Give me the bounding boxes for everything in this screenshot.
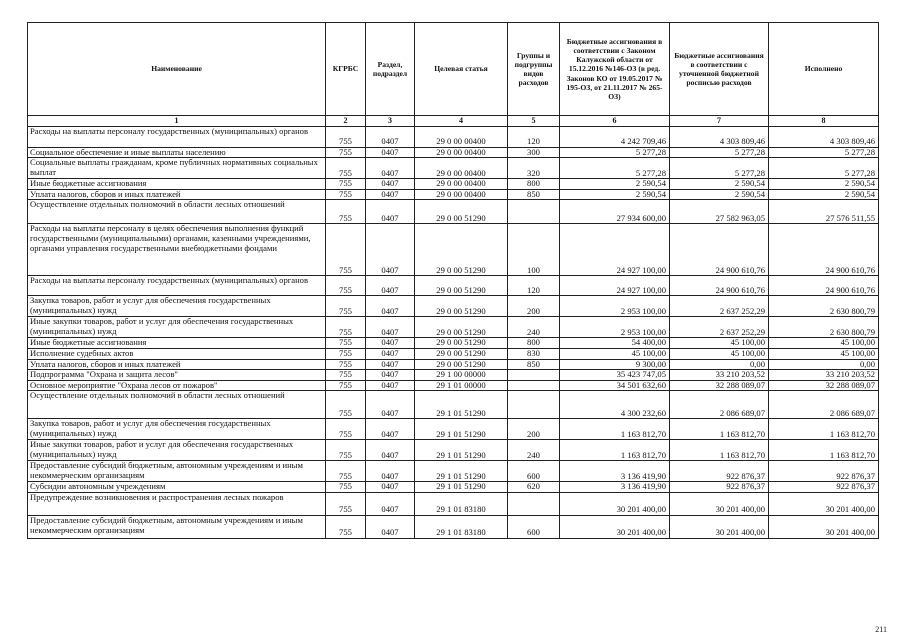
- cell-executed: 30 201 400,00: [769, 515, 879, 538]
- cell-refined: 0,00: [670, 359, 769, 370]
- table-row: [28, 370, 879, 381]
- cell-refined: 2 086 689,07: [670, 391, 769, 419]
- cell-executed: 0,00: [769, 359, 879, 370]
- cell-group: 850: [508, 359, 560, 370]
- cell-refined: 2 590,54: [670, 189, 769, 200]
- cell-name: Уплата налогов, сборов и иных платежей: [28, 359, 326, 370]
- cell-group: [508, 380, 560, 391]
- cell-approved: 3 136 419,90: [560, 482, 670, 493]
- cell-approved: 24 927 100,00: [560, 276, 670, 296]
- table-row: [28, 380, 879, 391]
- cell-article: 29 1 01 00000: [415, 380, 508, 391]
- cell-group: 320: [508, 158, 560, 179]
- cell-refined: 24 900 610,76: [670, 224, 769, 276]
- cell-refined: 45 100,00: [670, 348, 769, 359]
- cell-article: 29 0 00 51290: [415, 296, 508, 317]
- table-row: [28, 224, 879, 276]
- table-row: [28, 419, 879, 440]
- cell-article: 29 0 00 51290: [415, 359, 508, 370]
- table-row: [28, 492, 879, 515]
- table-row: [28, 200, 879, 224]
- budget-table: [27, 22, 879, 539]
- cell-section: 0407: [366, 224, 415, 276]
- cell-refined: 45 100,00: [670, 338, 769, 349]
- cell-executed: 2 590,54: [769, 179, 879, 190]
- cell-refined: 1 163 812,70: [670, 440, 769, 461]
- table-row: [28, 482, 879, 493]
- cell-group: 200: [508, 296, 560, 317]
- page-number: 211: [875, 625, 887, 634]
- cell-section: 0407: [366, 200, 415, 224]
- cell-executed: 2 590,54: [769, 189, 879, 200]
- cell-executed: 30 201 400,00: [769, 492, 879, 515]
- cell-refined: 5 277,28: [670, 147, 769, 158]
- header-approved: Бюджетные ассигнования в соответствии с Законом Калужской области от 15.12.2016 №146-ОЗ (в ред. Законов КО от 19.05.2017 № 195-ОЗ, от 21.11.2017 № 265-ОЗ): [560, 23, 670, 116]
- cell-group: 120: [508, 126, 560, 147]
- cell-approved: 35 423 747,05: [560, 370, 670, 381]
- cell-kgrbs: 755: [326, 391, 366, 419]
- cell-refined: 30 201 400,00: [670, 492, 769, 515]
- cell-approved: 4 242 709,46: [560, 126, 670, 147]
- cell-refined: 30 201 400,00: [670, 515, 769, 538]
- cell-article: 29 0 00 00400: [415, 179, 508, 190]
- cell-name: Предоставление субсидий бюджетным, автономным учреждениям и иным некоммерческим организациям: [28, 515, 326, 538]
- cell-article: 29 1 01 51290: [415, 440, 508, 461]
- cell-article: 29 1 01 83180: [415, 492, 508, 515]
- cell-kgrbs: 755: [326, 276, 366, 296]
- cell-name: Закупка товаров, работ и услуг для обеспечения государственных (муниципальных) нужд: [28, 296, 326, 317]
- cell-kgrbs: 755: [326, 380, 366, 391]
- cell-group: 240: [508, 440, 560, 461]
- cell-approved: 2 590,54: [560, 179, 670, 190]
- cell-section: 0407: [366, 370, 415, 381]
- cell-executed: 922 876,37: [769, 482, 879, 493]
- cell-executed: 27 576 511,55: [769, 200, 879, 224]
- cell-kgrbs: 755: [326, 224, 366, 276]
- table-row: [28, 461, 879, 482]
- cell-executed: 5 277,28: [769, 147, 879, 158]
- cell-name: Расходы на выплаты персоналу в целях обеспечения выполнения функций государственными (муниципальными) органами, казенными учреждениями, органами управления государственными внебюджетными фондами: [28, 224, 326, 276]
- cell-group: 100: [508, 224, 560, 276]
- table-row: [28, 296, 879, 317]
- cell-approved: 1 163 812,70: [560, 440, 670, 461]
- cell-kgrbs: 755: [326, 338, 366, 349]
- header-executed: Исполнено: [769, 23, 879, 116]
- cell-group: 800: [508, 179, 560, 190]
- cell-group: 620: [508, 482, 560, 493]
- cell-article: 29 0 00 51290: [415, 276, 508, 296]
- cell-refined: 24 900 610,76: [670, 276, 769, 296]
- cell-executed: 32 288 089,07: [769, 380, 879, 391]
- table-row: [28, 348, 879, 359]
- cell-group: 850: [508, 189, 560, 200]
- cell-section: 0407: [366, 419, 415, 440]
- cell-executed: 1 163 812,70: [769, 440, 879, 461]
- cell-name: Иные бюджетные ассигнования: [28, 338, 326, 349]
- cell-approved: 2 590,54: [560, 189, 670, 200]
- cell-article: 29 0 00 51290: [415, 224, 508, 276]
- column-number: 6: [560, 116, 670, 127]
- table-row: [28, 276, 879, 296]
- cell-kgrbs: 755: [326, 179, 366, 190]
- cell-section: 0407: [366, 189, 415, 200]
- cell-group: [508, 200, 560, 224]
- cell-kgrbs: 755: [326, 419, 366, 440]
- cell-article: 29 1 01 51290: [415, 391, 508, 419]
- cell-kgrbs: 755: [326, 189, 366, 200]
- cell-section: 0407: [366, 391, 415, 419]
- cell-group: 300: [508, 147, 560, 158]
- cell-group: 120: [508, 276, 560, 296]
- table-row: [28, 147, 879, 158]
- cell-kgrbs: 755: [326, 440, 366, 461]
- cell-executed: 2 630 800,79: [769, 296, 879, 317]
- header-groups: Группы и подгруппы видов расходов: [508, 23, 560, 116]
- table-row: [28, 158, 879, 179]
- cell-refined: 5 277,28: [670, 158, 769, 179]
- cell-name: Субсидии автономным учреждениям: [28, 482, 326, 493]
- cell-kgrbs: 755: [326, 370, 366, 381]
- cell-refined: 2 637 252,29: [670, 317, 769, 338]
- cell-executed: 33 210 203,52: [769, 370, 879, 381]
- cell-approved: 45 100,00: [560, 348, 670, 359]
- cell-kgrbs: 755: [326, 482, 366, 493]
- cell-kgrbs: 755: [326, 359, 366, 370]
- cell-approved: 34 501 632,60: [560, 380, 670, 391]
- cell-group: 600: [508, 461, 560, 482]
- cell-article: 29 0 00 00400: [415, 189, 508, 200]
- cell-section: 0407: [366, 147, 415, 158]
- cell-section: 0407: [366, 296, 415, 317]
- column-number: 4: [415, 116, 508, 127]
- cell-name: Расходы на выплаты персоналу государственных (муниципальных) органов: [28, 126, 326, 147]
- table-row: [28, 126, 879, 147]
- table-row: [28, 189, 879, 200]
- header-refined: Бюджетные ассигнования в соответствии с уточненной бюджетной росписью расходов: [670, 23, 769, 116]
- cell-name: Основное мероприятие "Охрана лесов от пожаров": [28, 380, 326, 391]
- cell-kgrbs: 755: [326, 147, 366, 158]
- cell-section: 0407: [366, 515, 415, 538]
- cell-refined: 2 637 252,29: [670, 296, 769, 317]
- cell-section: 0407: [366, 380, 415, 391]
- cell-section: 0407: [366, 482, 415, 493]
- cell-approved: 5 277,28: [560, 158, 670, 179]
- cell-name: Исполнение судебных актов: [28, 348, 326, 359]
- cell-name: Иные закупки товаров, работ и услуг для обеспечения государственных (муниципальных) нужд: [28, 317, 326, 338]
- cell-name: Предупреждение возникновения и распространения лесных пожаров: [28, 492, 326, 515]
- cell-name: Иные бюджетные ассигнования: [28, 179, 326, 190]
- cell-group: 600: [508, 515, 560, 538]
- cell-group: [508, 492, 560, 515]
- cell-section: 0407: [366, 338, 415, 349]
- cell-executed: 45 100,00: [769, 348, 879, 359]
- cell-article: 29 1 00 00000: [415, 370, 508, 381]
- cell-executed: 45 100,00: [769, 338, 879, 349]
- cell-executed: 2 086 689,07: [769, 391, 879, 419]
- cell-executed: 922 876,37: [769, 461, 879, 482]
- header-row: [28, 23, 879, 116]
- table-row: [28, 359, 879, 370]
- column-number: 5: [508, 116, 560, 127]
- cell-executed: 24 900 610,76: [769, 276, 879, 296]
- cell-section: 0407: [366, 276, 415, 296]
- cell-executed: 24 900 610,76: [769, 224, 879, 276]
- cell-section: 0407: [366, 440, 415, 461]
- cell-refined: 33 210 203,52: [670, 370, 769, 381]
- table-row: [28, 440, 879, 461]
- header-kgrbs: КГРБС: [326, 23, 366, 116]
- table-row: [28, 338, 879, 349]
- cell-kgrbs: 755: [326, 348, 366, 359]
- cell-article: 29 0 00 51290: [415, 338, 508, 349]
- cell-article: 29 0 00 51290: [415, 348, 508, 359]
- cell-group: [508, 370, 560, 381]
- cell-name: Социальное обеспечение и иные выплаты населению: [28, 147, 326, 158]
- cell-approved: 30 201 400,00: [560, 492, 670, 515]
- cell-article: 29 0 00 51290: [415, 317, 508, 338]
- cell-name: Уплата налогов, сборов и иных платежей: [28, 189, 326, 200]
- cell-name: Осуществление отдельных полномочий в области лесных отношений: [28, 200, 326, 224]
- cell-kgrbs: 755: [326, 158, 366, 179]
- cell-refined: 27 582 963,05: [670, 200, 769, 224]
- cell-approved: 4 300 232,60: [560, 391, 670, 419]
- cell-kgrbs: 755: [326, 317, 366, 338]
- cell-kgrbs: 755: [326, 126, 366, 147]
- cell-approved: 3 136 419,90: [560, 461, 670, 482]
- column-number: 3: [366, 116, 415, 127]
- cell-name: Осуществление отдельных полномочий в области лесных отношений: [28, 391, 326, 419]
- cell-approved: 27 934 600,00: [560, 200, 670, 224]
- column-number-row: [28, 116, 879, 127]
- cell-approved: 30 201 400,00: [560, 515, 670, 538]
- table-row: [28, 391, 879, 419]
- cell-name: Подпрограмма "Охрана и защита лесов": [28, 370, 326, 381]
- cell-executed: 5 277,28: [769, 158, 879, 179]
- cell-refined: 2 590,54: [670, 179, 769, 190]
- cell-name: Предоставление субсидий бюджетным, автономным учреждениям и иным некоммерческим организациям: [28, 461, 326, 482]
- cell-name: Социальные выплаты гражданам, кроме публичных нормативных социальных выплат: [28, 158, 326, 179]
- table-row: [28, 179, 879, 190]
- cell-kgrbs: 755: [326, 515, 366, 538]
- cell-section: 0407: [366, 126, 415, 147]
- cell-executed: 2 630 800,79: [769, 317, 879, 338]
- cell-executed: 4 303 809,46: [769, 126, 879, 147]
- cell-refined: 4 303 809,46: [670, 126, 769, 147]
- cell-section: 0407: [366, 348, 415, 359]
- cell-kgrbs: 755: [326, 461, 366, 482]
- column-number: 8: [769, 116, 879, 127]
- header-section: Раздел, подраздел: [366, 23, 415, 116]
- column-number: 7: [670, 116, 769, 127]
- cell-section: 0407: [366, 492, 415, 515]
- cell-approved: 2 953 100,00: [560, 296, 670, 317]
- cell-approved: 2 953 100,00: [560, 317, 670, 338]
- cell-kgrbs: 755: [326, 200, 366, 224]
- header-name: Наименование: [28, 23, 326, 116]
- header-article: Целевая статья: [415, 23, 508, 116]
- cell-group: 200: [508, 419, 560, 440]
- cell-section: 0407: [366, 317, 415, 338]
- table-row: [28, 317, 879, 338]
- cell-section: 0407: [366, 158, 415, 179]
- column-number: 1: [28, 116, 326, 127]
- cell-approved: 1 163 812,70: [560, 419, 670, 440]
- cell-approved: 54 400,00: [560, 338, 670, 349]
- cell-refined: 922 876,37: [670, 461, 769, 482]
- cell-article: 29 1 01 51290: [415, 461, 508, 482]
- cell-name: Закупка товаров, работ и услуг для обеспечения государственных (муниципальных) нужд: [28, 419, 326, 440]
- cell-article: 29 1 01 51290: [415, 419, 508, 440]
- cell-section: 0407: [366, 179, 415, 190]
- cell-refined: 1 163 812,70: [670, 419, 769, 440]
- cell-article: 29 0 00 00400: [415, 158, 508, 179]
- cell-kgrbs: 755: [326, 492, 366, 515]
- cell-approved: 24 927 100,00: [560, 224, 670, 276]
- cell-group: 800: [508, 338, 560, 349]
- cell-group: 830: [508, 348, 560, 359]
- cell-approved: 9 300,00: [560, 359, 670, 370]
- table-row: [28, 515, 879, 538]
- cell-approved: 5 277,28: [560, 147, 670, 158]
- cell-group: [508, 391, 560, 419]
- cell-article: 29 1 01 51290: [415, 482, 508, 493]
- cell-article: 29 0 00 51290: [415, 200, 508, 224]
- cell-article: 29 0 00 00400: [415, 126, 508, 147]
- cell-group: 240: [508, 317, 560, 338]
- cell-refined: 32 288 089,07: [670, 380, 769, 391]
- cell-name: Иные закупки товаров, работ и услуг для обеспечения государственных (муниципальных) нужд: [28, 440, 326, 461]
- column-number: 2: [326, 116, 366, 127]
- cell-kgrbs: 755: [326, 296, 366, 317]
- cell-section: 0407: [366, 461, 415, 482]
- cell-name: Расходы на выплаты персоналу государственных (муниципальных) органов: [28, 276, 326, 296]
- cell-article: 29 1 01 83180: [415, 515, 508, 538]
- cell-article: 29 0 00 00400: [415, 147, 508, 158]
- cell-refined: 922 876,37: [670, 482, 769, 493]
- cell-section: 0407: [366, 359, 415, 370]
- cell-executed: 1 163 812,70: [769, 419, 879, 440]
